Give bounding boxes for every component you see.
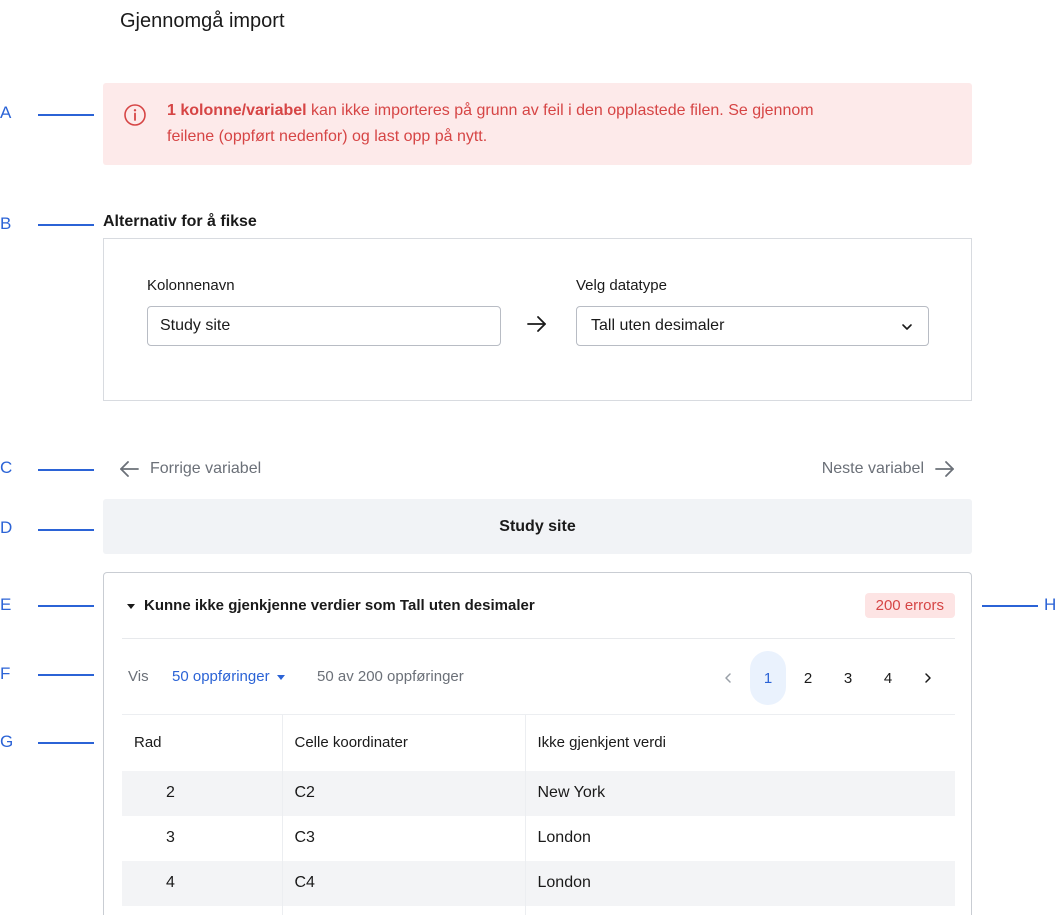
marker-d: D — [0, 518, 13, 537]
next-variable-button[interactable] — [822, 458, 956, 480]
table-row — [122, 771, 955, 816]
column-header-row[interactable]: Rad — [122, 715, 282, 771]
page-size-value: 50 oppføringer — [172, 668, 270, 685]
previous-variable-button[interactable] — [118, 458, 261, 480]
arrow-right-icon — [526, 313, 548, 335]
unrecognized-value: London — [537, 829, 591, 846]
marker-e: E — [0, 595, 12, 614]
error-group-toggle[interactable] — [126, 597, 535, 614]
show-label: Vis — [128, 668, 149, 685]
pagination-previous-button[interactable] — [708, 651, 748, 705]
page-button-1[interactable]: 1 — [750, 651, 786, 705]
data-type-label: Velg datatype — [576, 277, 667, 294]
page-button-3[interactable]: 3 — [843, 669, 853, 687]
pagination-next-button[interactable] — [908, 651, 948, 705]
fix-options-box — [103, 238, 972, 401]
data-type-select[interactable] — [576, 306, 929, 346]
caret-down-icon — [276, 672, 286, 682]
chevron-right-icon — [922, 672, 934, 684]
pagination — [708, 651, 948, 705]
arrow-right-icon — [934, 458, 956, 480]
column-header-cell[interactable]: Celle koordinater — [282, 715, 525, 771]
marker-g: G — [0, 732, 14, 751]
row-number: 3 — [122, 816, 282, 861]
page-button-4[interactable]: 4 — [883, 669, 893, 687]
error-panel — [103, 572, 972, 915]
cell-coordinate: C3 — [282, 816, 525, 861]
marker-h-line — [982, 605, 1038, 607]
cell-coordinate: C4 — [282, 861, 525, 906]
error-group-title: Kunne ikke gjenkjenne verdier som Tall uten desimaler — [144, 597, 535, 614]
marker-h: H — [1044, 595, 1057, 614]
table-row — [122, 861, 955, 906]
chevron-left-icon — [722, 672, 734, 684]
marker-a: A — [0, 103, 12, 122]
data-type-value: Tall uten desimaler — [591, 317, 725, 334]
page-button-2[interactable]: 2 — [803, 669, 813, 687]
marker-d-line — [38, 529, 94, 531]
column-name-input[interactable] — [147, 306, 501, 346]
row-number: 2 — [122, 771, 282, 816]
entries-count: 50 av 200 oppføringer — [317, 668, 464, 685]
previous-variable-label: Forrige variabel — [150, 460, 262, 477]
cell-coordinate — [282, 906, 525, 915]
marker-e-line — [38, 605, 94, 607]
marker-b-line — [38, 224, 94, 226]
column-name-label: Kolonnenavn — [147, 277, 235, 294]
marker-f-line — [38, 674, 94, 676]
unrecognized-value: New York — [525, 771, 955, 816]
arrow-left-icon — [118, 458, 140, 480]
alert-line1: kan ikke importeres på grunn av feil i den opplastede filen. Se gjennom — [306, 102, 814, 119]
column-header-value[interactable]: Ikke gjenkjent verdi — [525, 715, 955, 771]
list-controls — [128, 667, 948, 689]
alert-message — [167, 98, 952, 150]
chevron-down-icon — [900, 320, 914, 334]
info-circle-icon — [123, 103, 147, 127]
marker-b: B — [0, 214, 12, 233]
row-number — [122, 906, 282, 915]
caret-down-icon — [126, 601, 136, 611]
page-size-dropdown[interactable] — [172, 668, 286, 685]
error-table — [122, 714, 955, 915]
error-alert — [103, 83, 972, 165]
marker-c: C — [0, 458, 13, 477]
fix-section-title: Alternativ for å fikse — [103, 213, 257, 230]
alert-line2: feilene (oppført nedenfor) og last opp på nytt. — [167, 128, 488, 145]
variable-name-header: Study site — [103, 499, 972, 554]
cell-coordinate: C2 — [282, 771, 525, 816]
table-row — [122, 906, 955, 915]
table-row — [122, 816, 955, 861]
page-title: Gjennomgå import — [120, 10, 285, 32]
error-count-badge: 200 errors — [865, 593, 955, 618]
marker-g-line — [38, 742, 94, 744]
marker-c-line — [38, 469, 94, 471]
marker-a-line — [38, 114, 94, 116]
error-panel-header[interactable] — [122, 573, 955, 639]
next-variable-label: Neste variabel — [821, 460, 924, 477]
table-header-row — [122, 715, 955, 771]
row-number: 4 — [122, 861, 282, 906]
unrecognized-value: London — [525, 861, 955, 906]
unrecognized-value — [525, 906, 955, 915]
alert-bold-text: 1 kolonne/variabel — [167, 102, 307, 119]
marker-f: F — [0, 664, 11, 683]
